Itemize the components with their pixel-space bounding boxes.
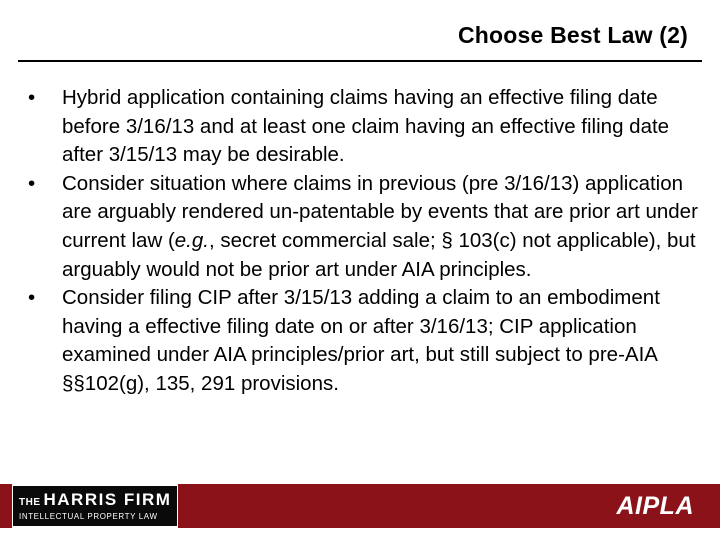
bullet-icon: • [28, 86, 36, 109]
slide-title: Choose Best Law (2) [457, 22, 688, 48]
bullet-text: Hybrid application containing claims having an effective filing date before 3/16/13 and at least one claim having an effective filing date after 3/15/13 may be desirable. [62, 86, 670, 167]
logo-the: THE [19, 496, 41, 508]
bullet-text: Consider filing CIP after 3/15/13 adding a claim to an embodiment having a effective filing date on or after 3/16/13; CIP application examined under AIA principles/prior art, but still subject to pre-AIA §§102(g), 135, 291 provisions. [62, 286, 660, 395]
logo-name: HARRIS FIRM [43, 489, 172, 509]
footer [0, 484, 720, 540]
logo-name-line [19, 491, 171, 512]
bullet-item [28, 170, 698, 284]
bullet-icon: • [28, 171, 36, 195]
bullet-text: Consider situation where claims in previous (pre 3/16/13) application are arguably rendered un-patentable by events that are prior art under current law ( [62, 171, 698, 252]
logo-subtitle: INTELLECTUAL PROPERTY LAW [19, 511, 158, 521]
bullet-item [28, 284, 698, 398]
bullet-item [28, 84, 698, 170]
aipla-brand: AIPLA [616, 492, 694, 520]
bullet-text: , secret commercial sale; § 103(c) not applicable), but arguably would not be prior art under AIA principles. [62, 228, 696, 281]
title-divider [18, 60, 702, 62]
bullet-icon: • [28, 286, 36, 310]
logo-panel [13, 486, 177, 526]
harris-firm-logo [12, 484, 178, 528]
bullet-list [28, 84, 698, 399]
bullet-text-italic: e.g. [174, 228, 209, 252]
